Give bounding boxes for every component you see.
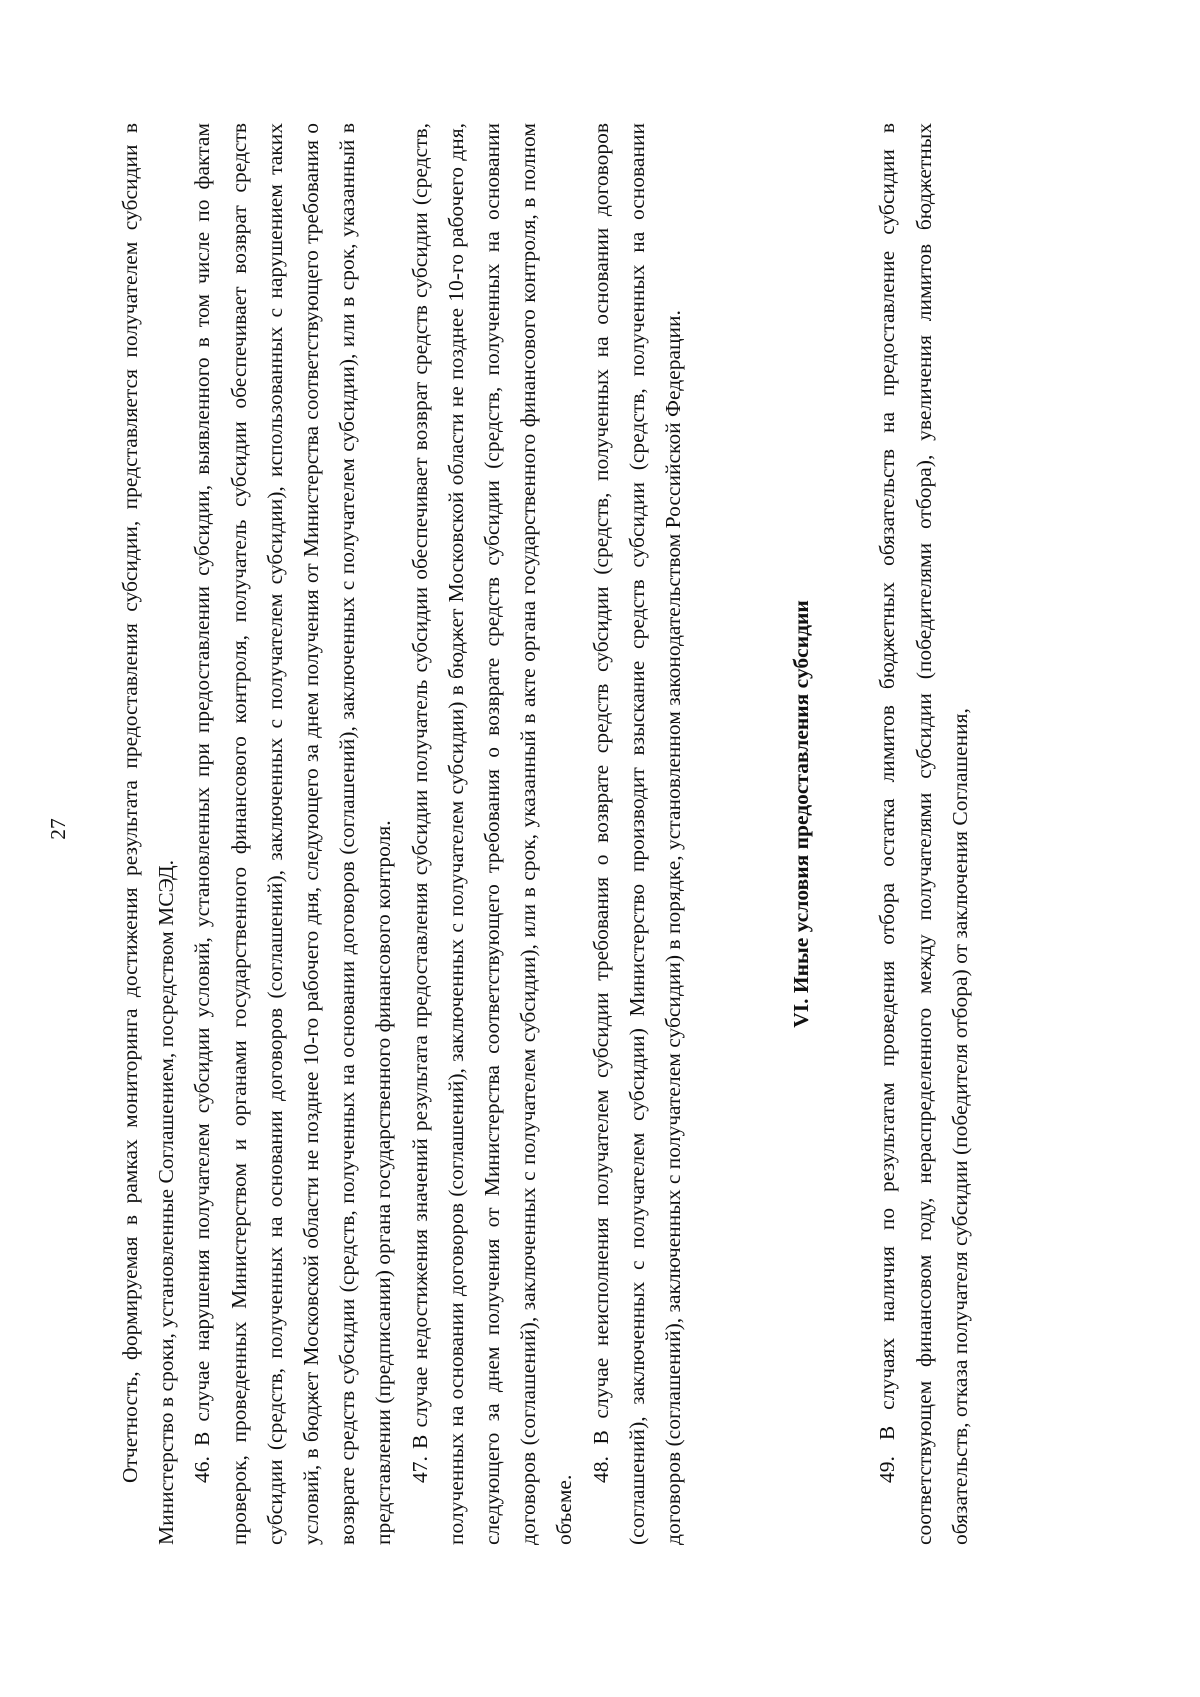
paragraph-reporting: Отчетность, формируемая в рамках мониторинга достижения результата предоставления субсидии, представляется получателем субсидии в Министерство в сроки, установленные Соглашением, посредством МСЭД. [118, 123, 179, 1545]
page-number: 27 [46, 818, 70, 840]
paragraph-47: 47. В случае недостижения значений результата предоставления субсидии получатель субсидии обеспечивает возврат средств субсидии (средств, полученных на основании договоров (соглашений), заключенных с получателем субсидии) в бюджет Московской области не позднее 10-го рабочего дня, следующего за днем получения от Министерства соответствующего требования о возврате средств субсидии (средств, полученных на основании договоров (соглашений), заключенных с получателем субсидии), или в срок, указанный в акте органа государственного финансового контроля, в полном объеме. [407, 123, 577, 1545]
paragraph-49: 49. В случаях наличия по результатам проведения отбора остатка лимитов бюджетных обязательств на предоставление субсидии в соответствующем финансовом году, нераспределенного между получателями субсидии (победителями отбора), увеличения лимитов бюджетных обязательств, отказа получателя субсидии (победителя отбора) от заключения Соглашения, [875, 123, 972, 1545]
section-title: VI. Иные условия предоставления субсидии [789, 600, 814, 1028]
rotated-document-page [40, 33, 1160, 1663]
paragraph-48: 48. В случае неисполнения получателем субсидии требования о возврате средств субсидии (средств, полученных на основании договоров (соглашений), заключенных с получателем субсидии) Министерство производит взыскание средств субсидии (средств, полученных на основании договоров (соглашений), заключенных с получателем субсидии) в порядке, установленном законодательством Российской Федерации. [588, 123, 686, 1545]
paragraph-46: 46. В случае нарушения получателем субсидии условий, установленных при предоставлении субсидии, выявленного в том числе по фактам проверок, проведенных Министерством и органами государственного финансового контроля, получатель субсидии обеспечивает возврат средств субсидии (средств, полученных на основании договоров (соглашений), заключенных с получателем субсидии), использованных с нарушением таких условий, в бюджет Московской области не позднее 10-го рабочего дня, следующего за днем получения от Министерства соответствующего требования о возврате средств субсидии (средств, полученных на основании договоров (соглашений), заключенных с получателем субсидии), или в срок, указанный в представлении (предписании) органа государственного финансового контроля. [190, 123, 396, 1545]
